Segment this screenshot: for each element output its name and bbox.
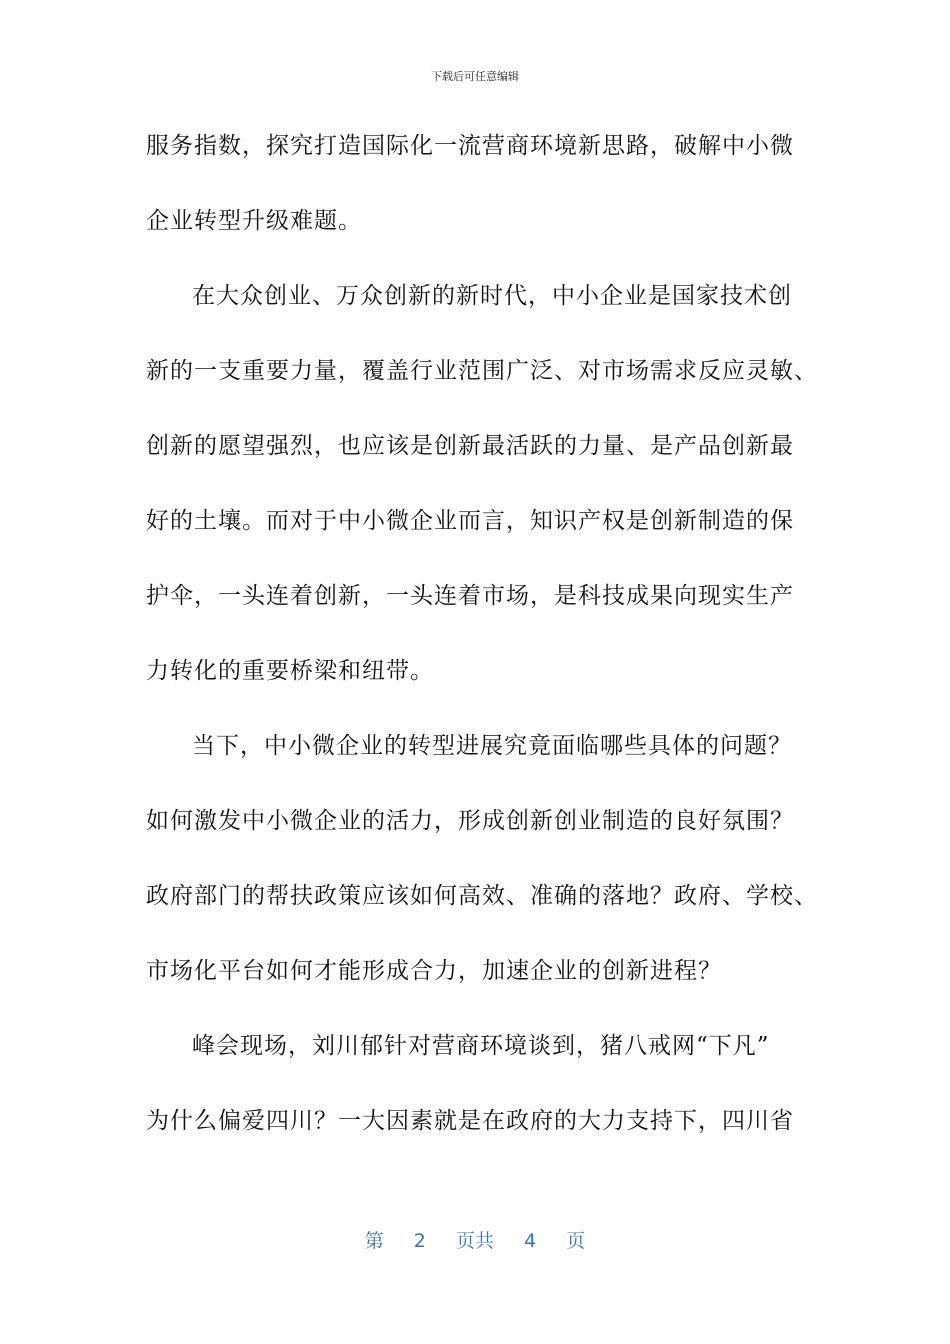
paragraph-start-line: 峰会现场，刘川郁针对营商环境谈到，猪八戒网“下凡” [192, 1033, 770, 1059]
text-line: 创新的愿望强烈，也应该是创新最活跃的力量、是产品创新最 [146, 433, 794, 459]
text-line: 好的土壤。而对于中小微企业而言，知识产权是创新制造的保 [146, 508, 794, 534]
footer-prefix: 第 [364, 1230, 384, 1252]
footer-total-pages: 4 [524, 1230, 537, 1252]
paragraph-start-line: 当下，中小微企业的转型进展究竟面临哪些具体的问题？ [192, 733, 792, 759]
footer-middle: 页共 [455, 1230, 494, 1252]
text-line: 为什么偏爱四川？一大因素就是在政府的大力支持下，四川省 [146, 1108, 794, 1134]
text-line: 服务指数，探究打造国际化一流营商环境新思路，破解中小微 [146, 133, 794, 159]
text-line: 力转化的重要桥梁和纽带。 [146, 658, 434, 684]
text-line: 政府部门的帮扶政策应该如何高效、准确的落地？政府、学校、 [146, 883, 818, 909]
page-footer [0, 1226, 950, 1253]
text-line: 市场化平台如何才能形成合力，加速企业的创新进程？ [146, 958, 722, 984]
footer-suffix: 页 [566, 1230, 586, 1252]
footer-page-number: 2 [413, 1230, 426, 1252]
paragraph-start-line: 在大众创业、万众创新的新时代，中小企业是国家技术创 [192, 283, 792, 309]
text-line: 新的一支重要力量，覆盖行业范围广泛、对市场需求反应灵敏、 [146, 358, 818, 384]
page-header-note: 下载后可任意编辑 [431, 70, 519, 83]
text-line: 如何激发中小微企业的活力，形成创新创业制造的良好氛围？ [146, 808, 794, 834]
text-line: 企业转型升级难题。 [146, 208, 362, 234]
text-line: 护伞，一头连着创新，一头连着市场，是科技成果向现实生产 [146, 583, 794, 609]
